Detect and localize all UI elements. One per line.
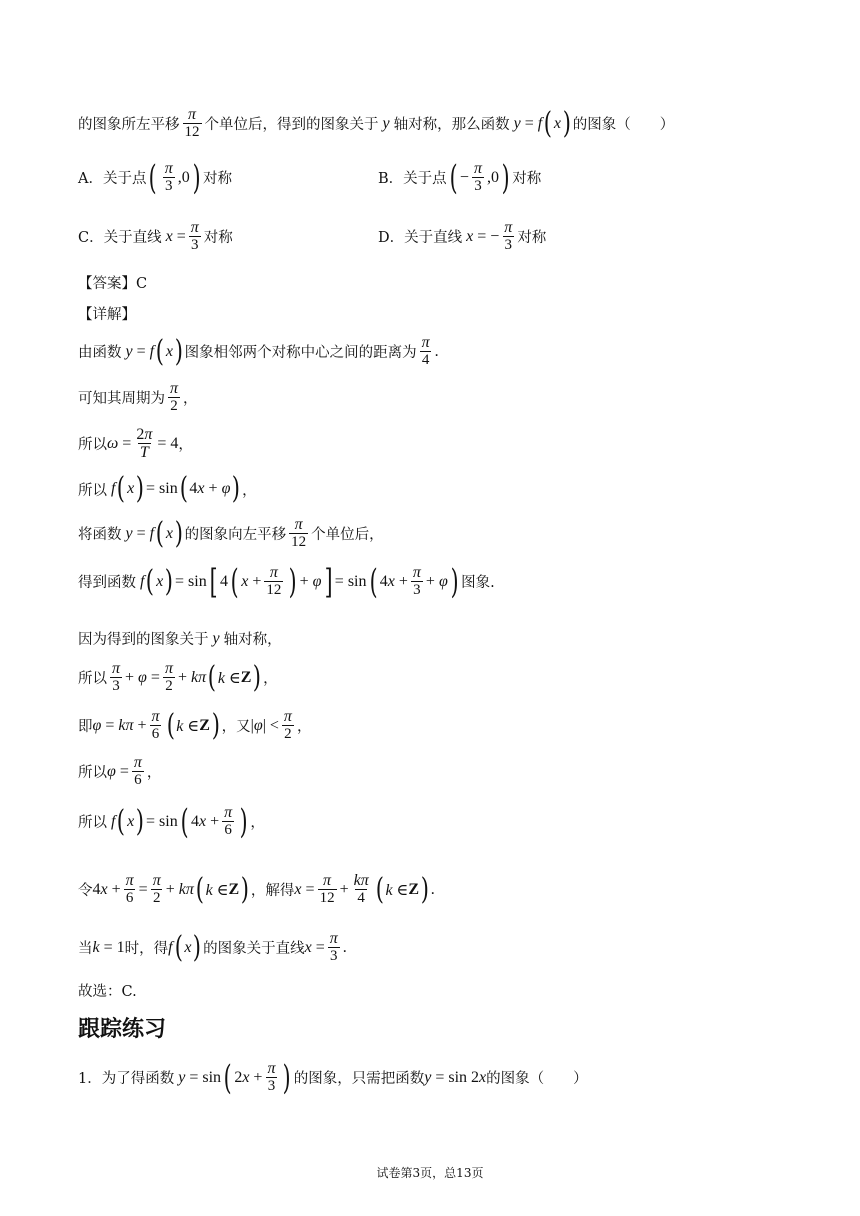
option-b[interactable]: B．关于点 ( − $\frac{\pi}{3}$ ,0 ) 对称 (378, 157, 542, 198)
solution-line-10: 所以 φ = $\frac{\pi}{6}$ ， (78, 754, 162, 788)
solution-line-7: 因为得到的图象关于 y 轴对称， (78, 629, 282, 648)
solution-line-14: 故选：C. (78, 984, 137, 1000)
intro-text-d: 的图象（ ） (572, 117, 675, 133)
solution-line-13: 当 k = 1 时，得 f ( x ) 的图象关于直线 x = $\frac{\pi}{3}$ . (78, 929, 347, 965)
fraction-pi-12: $\frac{\pi}{12}$ (184, 106, 200, 140)
section-heading: 跟踪练习 (78, 1017, 167, 1042)
intro-text-c: 轴对称，那么函数 (393, 117, 510, 133)
solution-line-8: 所以 $\frac{\pi}{3}$ + φ = $\frac{\pi}{2}$ + kπ ( k ∈ Z ) ， (78, 659, 278, 695)
solution-line-3: 所以 ω = $\frac{2\pi}{T}$ = 4 ， (78, 426, 193, 461)
solution-line-5: 将函数 y = f ( x ) 的图象向左平移 $\frac{\pi}{12}$ 个单位后， (78, 515, 384, 551)
solution-line-2: 可知其周期为 $\frac{\pi}{2}$ ， (78, 380, 198, 414)
solution-line-6: 得到函数 f ( x ) = sin [ 4 ( x + $\frac{\pi}{12}$ ) + φ ] = sin ( 4x + $\frac{\pi}{3}$ + φ ) 图象. (78, 561, 495, 602)
option-a[interactable]: A．关于点 ( $\frac{\pi}{3}$ ,0 ) 对称 (78, 157, 233, 198)
solution-line-1: 由函数 y = f ( x ) 图象相邻两个对称中心之间的距离为 $\frac{\pi}{4}$ . (78, 333, 439, 369)
option-d[interactable]: D．关于直线 x = − $\frac{\pi}{3}$ 对称 (378, 219, 547, 253)
intro-text-b: 个单位后，得到的图象关于 (204, 117, 379, 133)
answer-label: 【答案】C (78, 276, 148, 292)
solution-line-4: 所以 f ( x ) = sin ( 4x + φ ) ， (78, 471, 257, 506)
option-c[interactable]: C．关于直线 x = $\frac{\pi}{3}$ 对称 (78, 219, 233, 253)
exercise-1: 1．为了得函数 y = sin ( 2x + $\frac{\pi}{3}$ ) 的图象，只需把函数 y = sin 2x 的图象（ ） (78, 1057, 588, 1098)
problem-intro: 的图象所左平移 $\frac{\pi}{12}$ 个单位后，得到的图象关于 y 轴对称，那么函数 y = f ( x ) 的图象（ ） (78, 105, 675, 141)
page-footer: 试卷第3页，总13页 (376, 1166, 484, 1180)
detail-label: 【详解】 (78, 307, 136, 323)
solution-line-11: 所以 f ( x ) = sin ( 4x + $\frac{\pi}{6}$ ) ， (78, 801, 265, 842)
solution-line-12: 令 4x + $\frac{\pi}{6}$ = $\frac{\pi}{2}$ + kπ ( k ∈ Z ) ，解得 x = $\frac{\pi}{12}$ + $\frac{k\pi}{4}$ ( k ∈ Z ) . (78, 871, 435, 907)
intro-text-a: 的图象所左平移 (78, 117, 180, 133)
solution-line-9: 即 φ = kπ + $\frac{\pi}{6}$ ( k ∈ Z ) ，又 |φ| < $\frac{\pi}{2}$ ， (78, 707, 312, 743)
